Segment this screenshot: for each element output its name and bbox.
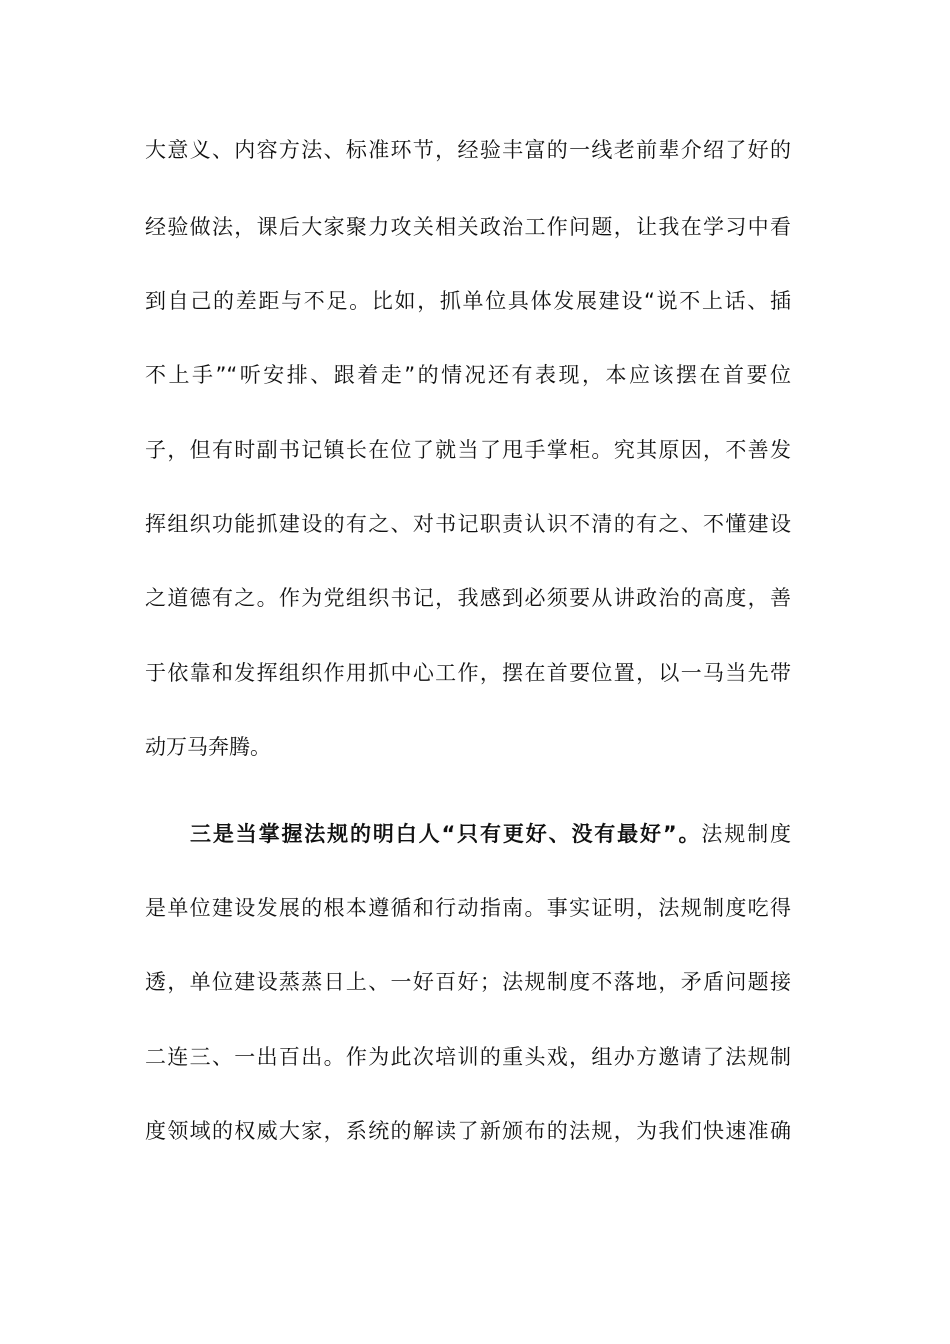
text-line: 到自己的差距与不足。比如，抓单位具体发展建设“说不上话、插 bbox=[145, 289, 791, 313]
paragraph-first-line bbox=[190, 814, 791, 854]
text-line: 大意义、内容方法、标准环节，经验丰富的一线老前辈介绍了好的 bbox=[145, 138, 791, 162]
text-line: 是单位建设发展的根本遵循和行动指南。事实证明，法规制度吃得 bbox=[145, 896, 791, 920]
text-line: 二连三、一出百出。作为此次培训的重头戏，组办方邀请了法规制 bbox=[145, 1045, 791, 1069]
text-line: 挥组织功能抓建设的有之、对书记职责认识不清的有之、不懂建设 bbox=[145, 512, 791, 536]
text-line: 不上手”“听安排、跟着走”的情况还有表现，本应该摆在首要位 bbox=[145, 363, 791, 387]
text-line: 动万马奔腾。 bbox=[145, 735, 271, 759]
text-line: 经验做法，课后大家聚力攻关相关政治工作问题，让我在学习中看 bbox=[145, 215, 791, 239]
text-line: 透，单位建设蒸蒸日上、一好百好；法规制度不落地，矛盾问题接 bbox=[145, 970, 791, 994]
heading-trailing-text: 法规制度 bbox=[701, 822, 791, 846]
text-line: 子，但有时副书记镇长在位了就当了甩手掌柜。究其原因，不善发 bbox=[145, 438, 791, 462]
text-line: 度领域的权威大家，系统的解读了新颁布的法规，为我们快速准确 bbox=[145, 1119, 791, 1143]
text-line: 之道德有之。作为党组织书记，我感到必须要从讲政治的高度，善 bbox=[145, 586, 791, 610]
section-heading: 三是当掌握法规的明白人“只有更好、没有最好”。 bbox=[190, 822, 702, 846]
text-line: 于依靠和发挥组织作用抓中心工作，摆在首要位置，以一马当先带 bbox=[145, 661, 791, 685]
